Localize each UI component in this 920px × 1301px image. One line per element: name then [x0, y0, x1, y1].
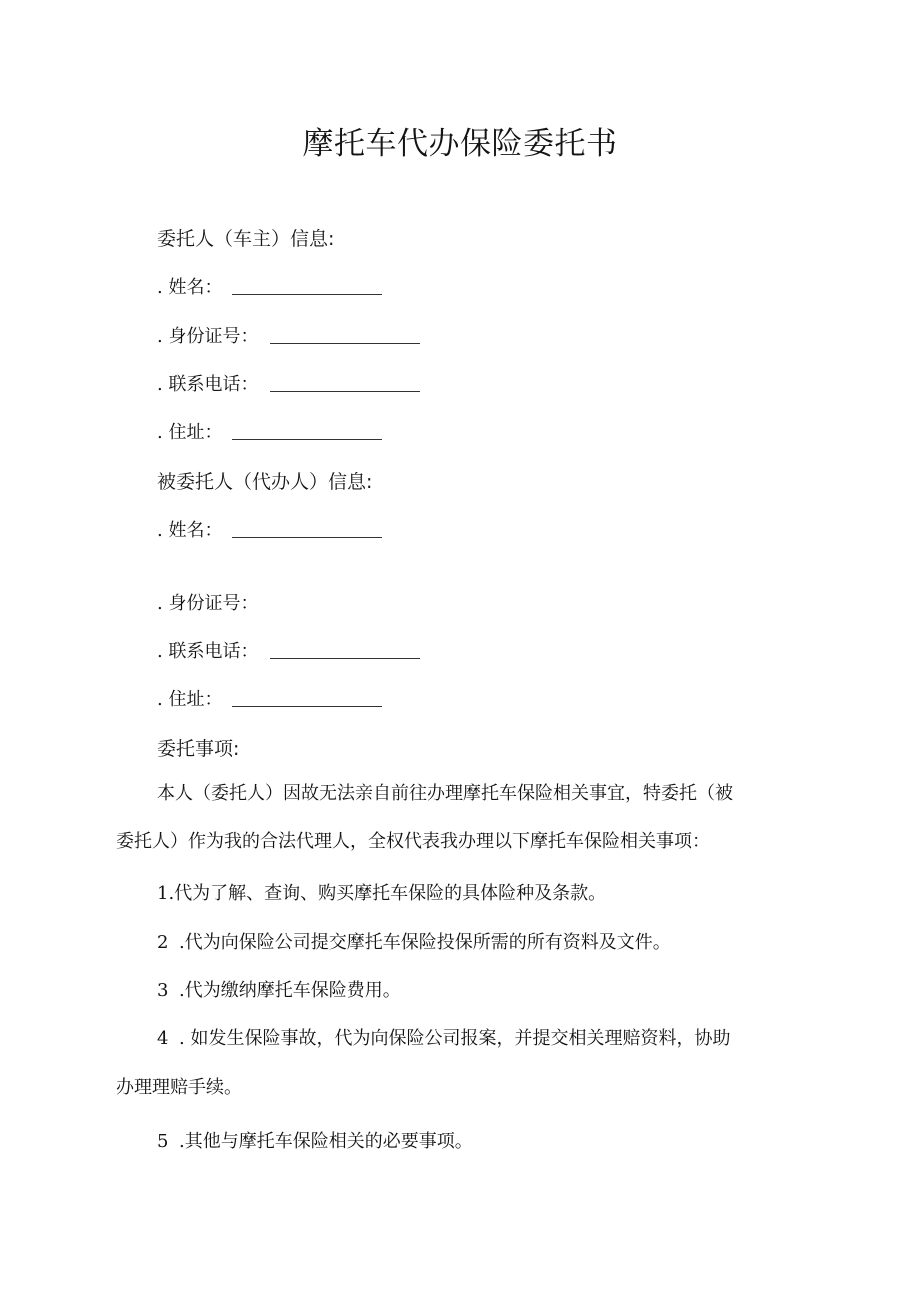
principal-address-label: . 住址： [157, 422, 223, 443]
agent-address-label: . 住址： [157, 689, 223, 710]
principal-name-field [157, 273, 382, 299]
agent-address-blank [232, 705, 382, 707]
matter-item-1 [157, 879, 606, 905]
principal-phone-field [157, 370, 420, 396]
principal-address-blank [232, 438, 382, 440]
principal-address-field [157, 418, 382, 444]
principal-phone-blank [270, 390, 420, 392]
agent-name-field [157, 516, 382, 542]
agent-name-label: . 姓名： [157, 520, 223, 541]
matter-item-5 [157, 1127, 473, 1153]
agent-phone-blank [270, 657, 420, 659]
agent-id-label: . 身份证号： [157, 593, 259, 614]
matter-item-4-continued: 办理理赔手续。 [116, 1077, 242, 1098]
agent-phone-field [157, 637, 420, 663]
matter-item-number: 4 [157, 1028, 169, 1049]
principal-name-blank [232, 293, 382, 295]
matter-item-3 [157, 976, 401, 1002]
matter-item-text: .代为缴纳摩托车保险费用。 [179, 980, 401, 1001]
matter-item-number: 1. [157, 883, 175, 904]
agent-phone-label: . 联系电话： [157, 641, 259, 662]
agent-heading: 被委托人（代办人）信息: [157, 471, 373, 493]
matter-item-number: 2 [157, 932, 169, 953]
matter-item-text: . 如发生保险事故，代为向保险公司报案，并提交相关理赔资料，协助 [179, 1028, 731, 1049]
matter-item-4 [157, 1024, 730, 1050]
matters-heading: 委托事项: [157, 738, 240, 760]
matter-item-number: 3 [157, 980, 169, 1001]
principal-phone-label: . 联系电话： [157, 374, 259, 395]
document-title: 摩托车代办保险委托书 [302, 126, 618, 162]
matters-intro-line-2: 委托人）作为我的合法代理人，全权代表我办理以下摩托车保险相关事项： [116, 831, 710, 852]
principal-id-label: . 身份证号： [157, 326, 259, 347]
matter-item-text: .代为向保险公司提交摩托车保险投保所需的所有资料及文件。 [179, 932, 671, 953]
matter-item-text: .其他与摩托车保险相关的必要事项。 [179, 1131, 473, 1152]
principal-id-blank [270, 342, 420, 344]
agent-name-blank [232, 536, 382, 538]
agent-address-field [157, 685, 382, 711]
principal-heading: 委托人（车主）信息: [157, 228, 335, 250]
matter-item-number: 5 [157, 1131, 169, 1152]
principal-id-field [157, 322, 420, 348]
principal-name-label: . 姓名： [157, 277, 223, 298]
matter-item-text: 代为了解、查询、购买摩托车保险的具体险种及条款。 [174, 883, 607, 904]
matters-intro-line-1: 本人（委托人）因故无法亲自前往办理摩托车保险相关事宜，特委托（被 [157, 783, 733, 804]
matter-item-2 [157, 928, 671, 954]
agent-id-field [157, 589, 258, 615]
